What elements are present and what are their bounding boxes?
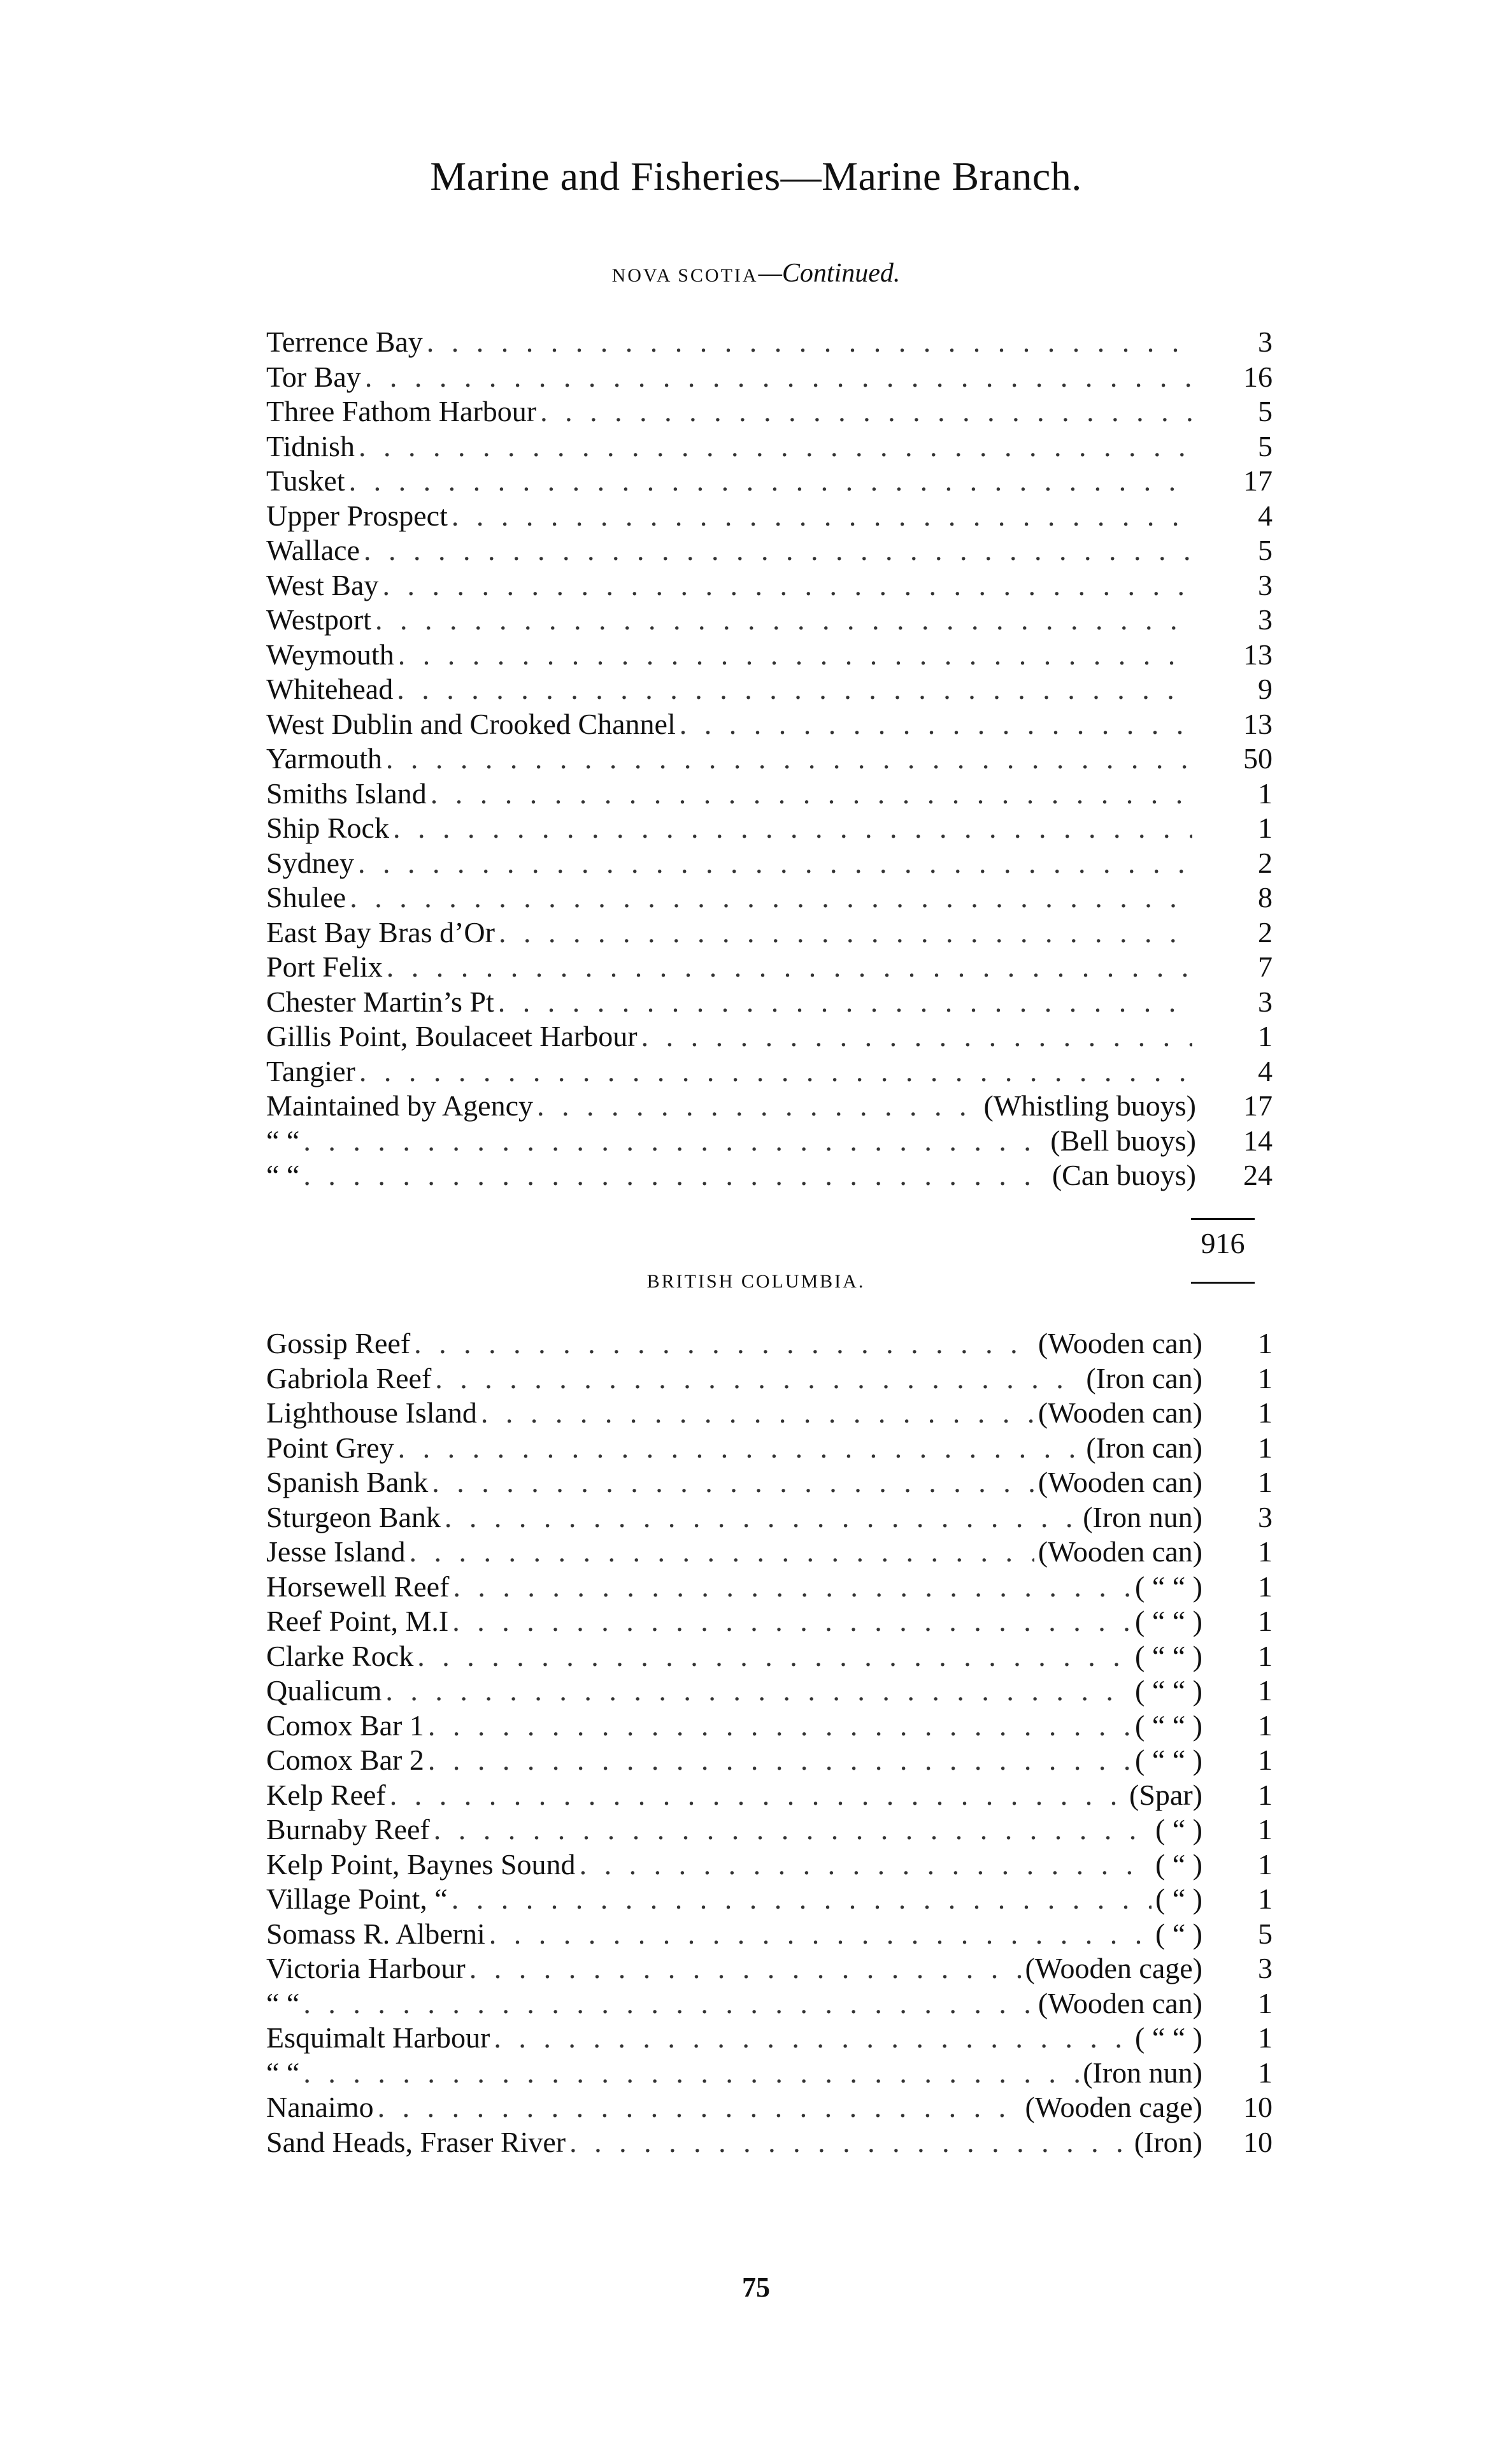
entry-type: (Whistling buoys) (983, 1089, 1196, 1122)
entry-count: 1 (1258, 1570, 1273, 1603)
dot-leader (409, 1535, 1034, 1569)
entry-name: Three Fathom Harbour (266, 395, 537, 427)
list-item (266, 1917, 1273, 1951)
dot-leader (431, 777, 1192, 811)
entry-name: Sand Heads, Fraser River (266, 2125, 566, 2158)
list-item (266, 1847, 1273, 1882)
entry-name: Tusket (266, 464, 345, 497)
entry-count: 3 (1258, 1500, 1273, 1533)
dot-leader (350, 880, 1192, 915)
entry-name: Yarmouth (266, 742, 382, 775)
entry-name: Horsewell Reef (266, 1570, 450, 1603)
entry-name: Village Point, “ (266, 1882, 448, 1915)
entry-count: 1 (1258, 1466, 1273, 1498)
entry-name: “ “ (266, 1986, 300, 2019)
entry-type: ( “ “ ) (1135, 1605, 1202, 1637)
entry-type: (Spar) (1129, 1778, 1202, 1811)
dot-leader (499, 915, 1192, 950)
entry-type: ( “ ) (1155, 1882, 1202, 1915)
dot-leader (397, 672, 1192, 706)
entry-name: Burnaby Reef (266, 1813, 430, 1846)
dot-leader (387, 950, 1192, 984)
entry-name: Westport (266, 603, 371, 636)
entry-name: Weymouth (266, 638, 394, 671)
entry-name: Gillis Point, Boulaceet Harbour (266, 1020, 638, 1052)
dot-leader (489, 1917, 1152, 1951)
entry-type: (Iron can) (1086, 1361, 1202, 1395)
entry-name: Smiths Island (266, 777, 427, 810)
entry-count: 1 (1258, 1020, 1273, 1052)
list-item (266, 1158, 1273, 1193)
entry-type: ( “ ) (1155, 1847, 1202, 1881)
list-item (266, 1986, 1273, 2021)
entry-name: Ship Rock (266, 812, 389, 844)
entry-type: (Wooden can) (1038, 1986, 1202, 2019)
list-item (266, 1778, 1273, 1812)
list-item (266, 1535, 1273, 1569)
dot-leader (303, 2056, 1079, 2090)
dot-leader (385, 1674, 1131, 1708)
list-item (266, 638, 1273, 672)
list-item (266, 1396, 1273, 1430)
list-item (266, 1570, 1273, 1604)
entry-type: ( “ “ ) (1135, 2021, 1202, 2054)
entry-count: 1 (1258, 1986, 1273, 2019)
entry-count: 7 (1258, 950, 1273, 983)
list-item (266, 915, 1273, 950)
dot-leader (390, 1778, 1125, 1812)
dot-leader (540, 394, 1192, 429)
entry-name: Tangier (266, 1054, 355, 1087)
entry-type: (Wooden can) (1038, 1396, 1202, 1429)
entry-count: 1 (1258, 1605, 1273, 1637)
entry-name: Whitehead (266, 673, 394, 705)
dot-leader (494, 2021, 1131, 2055)
entry-count: 2 (1258, 846, 1273, 879)
dot-leader (434, 1812, 1152, 1847)
dot-leader (481, 1396, 1034, 1430)
dot-leader (569, 2125, 1130, 2160)
list-item (266, 360, 1273, 394)
dot-leader (386, 742, 1192, 776)
entry-count: 1 (1258, 1361, 1273, 1395)
dot-leader (452, 1604, 1131, 1638)
entry-type: (Wooden can) (1038, 1327, 1202, 1359)
entry-count: 1 (1258, 1639, 1273, 1672)
entry-name: Point Grey (266, 1431, 394, 1464)
section-heading-nova-scotia (0, 258, 1512, 289)
list-item (266, 742, 1273, 776)
list-item (266, 672, 1273, 706)
list-item (266, 985, 1273, 1019)
entry-name: “ “ (266, 2056, 300, 2089)
list-item (266, 568, 1273, 603)
entry-name: Reef Point, M.I (266, 1605, 449, 1637)
entry-count: 3 (1258, 1952, 1273, 1984)
entry-name: Comox Bar 1 (266, 1709, 424, 1742)
entry-count: 1 (1258, 1327, 1273, 1359)
entry-name: Qualicum (266, 1674, 382, 1707)
list-item (266, 533, 1273, 568)
entry-count: 13 (1243, 707, 1273, 740)
dot-leader (537, 1089, 980, 1123)
dot-leader (428, 1709, 1131, 1743)
list-item (266, 950, 1273, 984)
entry-type: (Wooden can) (1038, 1535, 1202, 1568)
dot-leader (417, 1639, 1131, 1674)
entry-name: West Bay (266, 568, 379, 601)
nova-scotia-total: 916 (1201, 1227, 1245, 1259)
entry-name: Upper Prospect (266, 499, 448, 532)
entry-count: 17 (1243, 1089, 1273, 1122)
total-rule-bottom (1191, 1282, 1255, 1284)
entry-count: 1 (1258, 1778, 1273, 1811)
dot-leader (349, 464, 1192, 498)
dot-leader (680, 707, 1192, 742)
dot-leader (375, 603, 1192, 637)
entry-type: ( “ “ ) (1135, 1709, 1202, 1742)
entry-name: Comox Bar 2 (266, 1744, 424, 1776)
list-item (266, 811, 1273, 845)
entry-count: 14 (1243, 1124, 1273, 1157)
list-item (266, 1089, 1273, 1123)
entry-count: 1 (1258, 1882, 1273, 1915)
list-item (266, 1465, 1273, 1500)
list-item (266, 429, 1273, 464)
entry-type: (Iron can) (1086, 1431, 1202, 1464)
entry-count: 5 (1258, 395, 1273, 427)
entry-count: 1 (1258, 2056, 1273, 2089)
entry-count: 8 (1258, 881, 1273, 914)
list-item (266, 394, 1273, 429)
entry-count: 1 (1258, 777, 1273, 810)
entry-count: 1 (1258, 1535, 1273, 1568)
dot-leader (428, 1743, 1131, 1777)
entry-type: (Wooden cage) (1025, 1952, 1202, 1984)
entry-name: Sydney (266, 846, 354, 879)
dot-leader (359, 1054, 1192, 1089)
list-item (266, 1743, 1273, 1777)
entry-name: Clarke Rock (266, 1639, 414, 1672)
entry-count: 4 (1258, 1054, 1273, 1087)
entry-count: 5 (1258, 534, 1273, 566)
entry-name: “ “ (266, 1124, 300, 1157)
entry-name: Gossip Reef (266, 1327, 411, 1359)
entry-count: 1 (1258, 1709, 1273, 1742)
total-rule-top (1191, 1218, 1255, 1220)
list-item (266, 707, 1273, 742)
entry-type: (Wooden cage) (1025, 2091, 1202, 2123)
entry-type: ( “ ) (1155, 1917, 1202, 1950)
dot-leader (303, 1158, 1048, 1193)
entry-count: 17 (1243, 464, 1273, 497)
page-number: 75 (742, 2272, 770, 2303)
list-item (266, 1431, 1273, 1465)
entry-name: Gabriola Reef (266, 1361, 432, 1395)
dot-leader (641, 1019, 1192, 1054)
entry-name: Esquimalt Harbour (266, 2021, 490, 2054)
dot-leader (365, 360, 1192, 394)
entry-count: 5 (1258, 1917, 1273, 1950)
entry-count: 1 (1258, 812, 1273, 844)
list-item (266, 846, 1273, 880)
section-heading-continued: —Continued. (758, 259, 901, 288)
dot-leader (580, 1847, 1152, 1882)
dot-leader (393, 811, 1192, 845)
dot-leader (378, 2090, 1022, 2125)
entry-name: Victoria Harbour (266, 1952, 466, 1984)
entry-count: 9 (1258, 673, 1273, 705)
entry-type: ( “ “ ) (1135, 1674, 1202, 1707)
list-item (266, 880, 1273, 915)
list-item (266, 1604, 1273, 1638)
dot-leader (398, 638, 1192, 672)
list-item (266, 777, 1273, 811)
entry-type: (Wooden can) (1038, 1466, 1202, 1498)
list-item (266, 1500, 1273, 1535)
entry-type: (Bell buoys) (1050, 1124, 1196, 1157)
entry-name: “ “ (266, 1159, 300, 1191)
entry-type: ( “ “ ) (1135, 1570, 1202, 1603)
dot-leader (469, 1951, 1022, 1986)
list-item (266, 1812, 1273, 1847)
entry-count: 1 (1258, 1396, 1273, 1429)
dot-leader (435, 1361, 1082, 1396)
entry-name: Sturgeon Bank (266, 1500, 441, 1533)
dot-leader (398, 1431, 1083, 1465)
entry-count: 1 (1258, 1744, 1273, 1776)
entry-count: 16 (1243, 360, 1273, 393)
section-heading-british-columbia: BRITISH COLUMBIA. (646, 1271, 866, 1292)
entry-count: 13 (1243, 638, 1273, 671)
list-item (266, 1709, 1273, 1743)
entry-name: Wallace (266, 534, 360, 566)
list-item (266, 499, 1273, 533)
entry-count: 1 (1258, 1813, 1273, 1846)
dot-leader (432, 1465, 1034, 1500)
entry-type: (Can buoys) (1052, 1159, 1196, 1191)
list-item (266, 1639, 1273, 1674)
list-item (266, 1124, 1273, 1158)
entry-count: 10 (1243, 2091, 1273, 2123)
entry-count: 1 (1258, 2021, 1273, 2054)
dot-leader (359, 429, 1192, 464)
entry-name: Tor Bay (266, 360, 361, 393)
entry-name: Kelp Reef (266, 1778, 386, 1811)
entry-name: Spanish Bank (266, 1466, 429, 1498)
entry-count: 3 (1258, 603, 1273, 636)
entry-count: 1 (1258, 1674, 1273, 1707)
dot-leader (364, 533, 1192, 568)
entry-count: 1 (1258, 1431, 1273, 1464)
list-item (266, 325, 1273, 359)
entry-count: 5 (1258, 429, 1273, 462)
entry-count: 3 (1258, 326, 1273, 358)
entry-name: Chester Martin’s Pt (266, 985, 494, 1018)
entry-count: 24 (1243, 1159, 1273, 1191)
entry-count: 10 (1243, 2125, 1273, 2158)
dot-leader (453, 1570, 1131, 1604)
dot-leader (498, 985, 1192, 1019)
entry-count: 50 (1243, 742, 1273, 775)
entry-name: Shulee (266, 881, 346, 914)
entry-name: Lighthouse Island (266, 1396, 477, 1429)
entry-name: Maintained by Agency (266, 1089, 534, 1122)
list-item (266, 464, 1273, 498)
dot-leader (427, 325, 1192, 359)
entry-name: Kelp Point, Baynes Sound (266, 1847, 576, 1881)
list-item (266, 1951, 1273, 1986)
entry-type: ( “ “ ) (1135, 1744, 1202, 1776)
entry-count: 3 (1258, 568, 1273, 601)
dot-leader (452, 1882, 1152, 1916)
dot-leader (414, 1326, 1034, 1361)
dot-leader (382, 568, 1192, 603)
list-item (266, 1882, 1273, 1916)
list-item (266, 1361, 1273, 1396)
entry-name: Nanaimo (266, 2091, 374, 2123)
list-item (266, 1019, 1273, 1054)
section-heading-nova-scotia-name: NOVA SCOTIA (611, 265, 759, 286)
list-item (266, 2090, 1273, 2125)
dot-leader (303, 1124, 1046, 1158)
list-item (266, 2056, 1273, 2090)
entry-type: (Iron) (1134, 2125, 1202, 2158)
dot-leader (358, 846, 1192, 880)
list-item (266, 1326, 1273, 1361)
list-item (266, 1054, 1273, 1089)
entry-type: (Iron nun) (1083, 2056, 1202, 2089)
entry-count: 4 (1258, 499, 1273, 532)
entry-type: ( “ ) (1155, 1813, 1202, 1846)
list-item (266, 603, 1273, 637)
entry-name: Tidnish (266, 429, 355, 462)
entry-name: Jesse Island (266, 1535, 406, 1568)
list-item (266, 2125, 1273, 2160)
entry-name: Terrence Bay (266, 326, 423, 358)
list-item (266, 1674, 1273, 1708)
list-item (266, 2021, 1273, 2055)
entry-count: 1 (1258, 1847, 1273, 1881)
page-title: Marine and Fisheries—Marine Branch. (430, 154, 1082, 199)
entry-name: East Bay Bras d’Or (266, 915, 495, 949)
dot-leader (303, 1986, 1034, 2021)
entry-name: Port Felix (266, 950, 383, 983)
entry-type: ( “ “ ) (1135, 1639, 1202, 1672)
entry-name: Somass R. Alberni (266, 1917, 485, 1950)
entry-count: 3 (1258, 985, 1273, 1018)
dot-leader (445, 1500, 1079, 1535)
entry-type: (Iron nun) (1083, 1500, 1202, 1533)
entry-count: 2 (1258, 915, 1273, 949)
entry-name: West Dublin and Crooked Channel (266, 707, 676, 740)
dot-leader (452, 499, 1192, 533)
